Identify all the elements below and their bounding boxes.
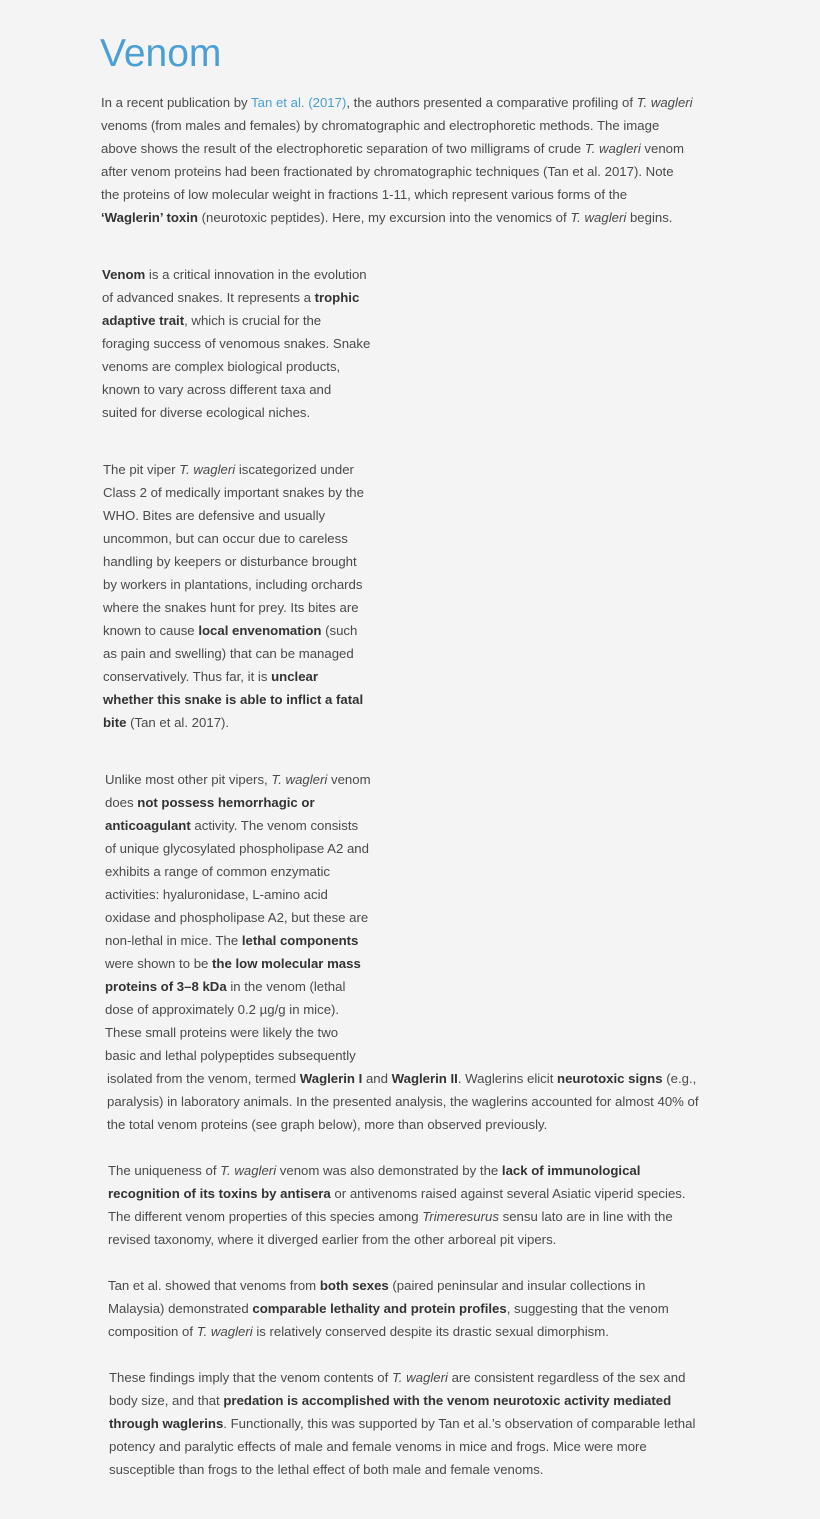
- intro-paragraph: In a recent publication by Tan et al. (2017), the authors presented a comparative profiling of T. wagleri venoms (from males and females) by chromatographic and electrophoretic methods. The image above shows the result of the electrophoretic separation of two milligrams of crude T. wagleri venom after venom proteins had been fractionated by chromatographic techniques (Tan et al. 2017). Note the proteins of low molecular weight in fractions 1-11, which represent various forms of the ‘Waglerin’ toxin (neurotoxic peptides). Here, my excursion into the venomics of T. wagleri begins.: [101, 95, 693, 225]
- findings-paragraph: These findings imply that the venom contents of T. wagleri are consistent regardless of the sex and body size, and that predation is accomplished with the venom neurotoxic activity mediated through waglerins. Functionally, this was supported by Tan et al.’s observation of comparable lethal potency and paralytic effects of male and female venoms in mice and frogs. Mice were more susceptible than frogs to the lethal effect of both male and female venoms.: [109, 1370, 696, 1477]
- sexes-paragraph: Tan et al. showed that venoms from both sexes (paired peninsular and insular collections in Malaysia) demonstrated comparable lethality and protein profiles, suggesting that the venom composition of T. wagleri is relatively conserved despite its drastic sexual dimorphism.: [108, 1278, 669, 1339]
- immunological-paragraph: The uniqueness of T. wagleri venom was also demonstrated by the lack of immunological recognition of its toxins by antisera or antivenoms raised against several Asiatic viperid species. The different venom properties of this species among Trimeresurus sensu lato are in line with the revised taxonomy, where it diverged earlier from the other arboreal pit vipers.: [108, 1163, 686, 1247]
- tan-2017-link[interactable]: Tan et al. (2017): [251, 95, 347, 110]
- medical-importance-paragraph: The pit viper T. wagleri iscategorized under Class 2 of medically important snakes by the WHO. Bites are defensive and usually uncommon, but can occur due to careless handling by keepers or disturbance brought by workers in plantations, including orchards where the snakes hunt for prey. Its bites are known to cause local envenomation (such as pain and swelling) that can be managed conservatively. Thus far, it is unclear whether this snake is able to inflict a fatal bite (Tan et al. 2017).: [103, 462, 364, 730]
- page-title: Venom: [100, 32, 222, 75]
- venom-activity-paragraph: Unlike most other pit vipers, T. wagleri venom does not possess hemorrhagic or anticoagulant activity. The venom consists of unique glycosylated phospholipase A2 and exhibits a range of common enzymatic activities: hyaluronidase, L-amino acid oxidase and phospholipase A2, but these are non-lethal in mice. The lethal components were shown to be the low molecular mass proteins of 3–8 kDa in the venom (lethal dose of approximately 0.2 µg/g in mice). These small proteins were likely the two basic and lethal polypeptides subsequently isolated from the venom, termed Waglerin I and Waglerin II. Waglerins elicit neurotoxic signs (e.g., paralysis) in laboratory animals. In the presented analysis, the waglerins accounted for almost 40% of the total venom proteins (see graph below), more than observed previously.: [105, 772, 699, 1132]
- venom-trait-paragraph: Venom is a critical innovation in the evolution of advanced snakes. It represents a trophic adaptive trait, which is crucial for the foraging success of venomous snakes. Snake venoms are complex biological products, known to vary across different taxa and suited for diverse ecological niches.: [102, 267, 371, 420]
